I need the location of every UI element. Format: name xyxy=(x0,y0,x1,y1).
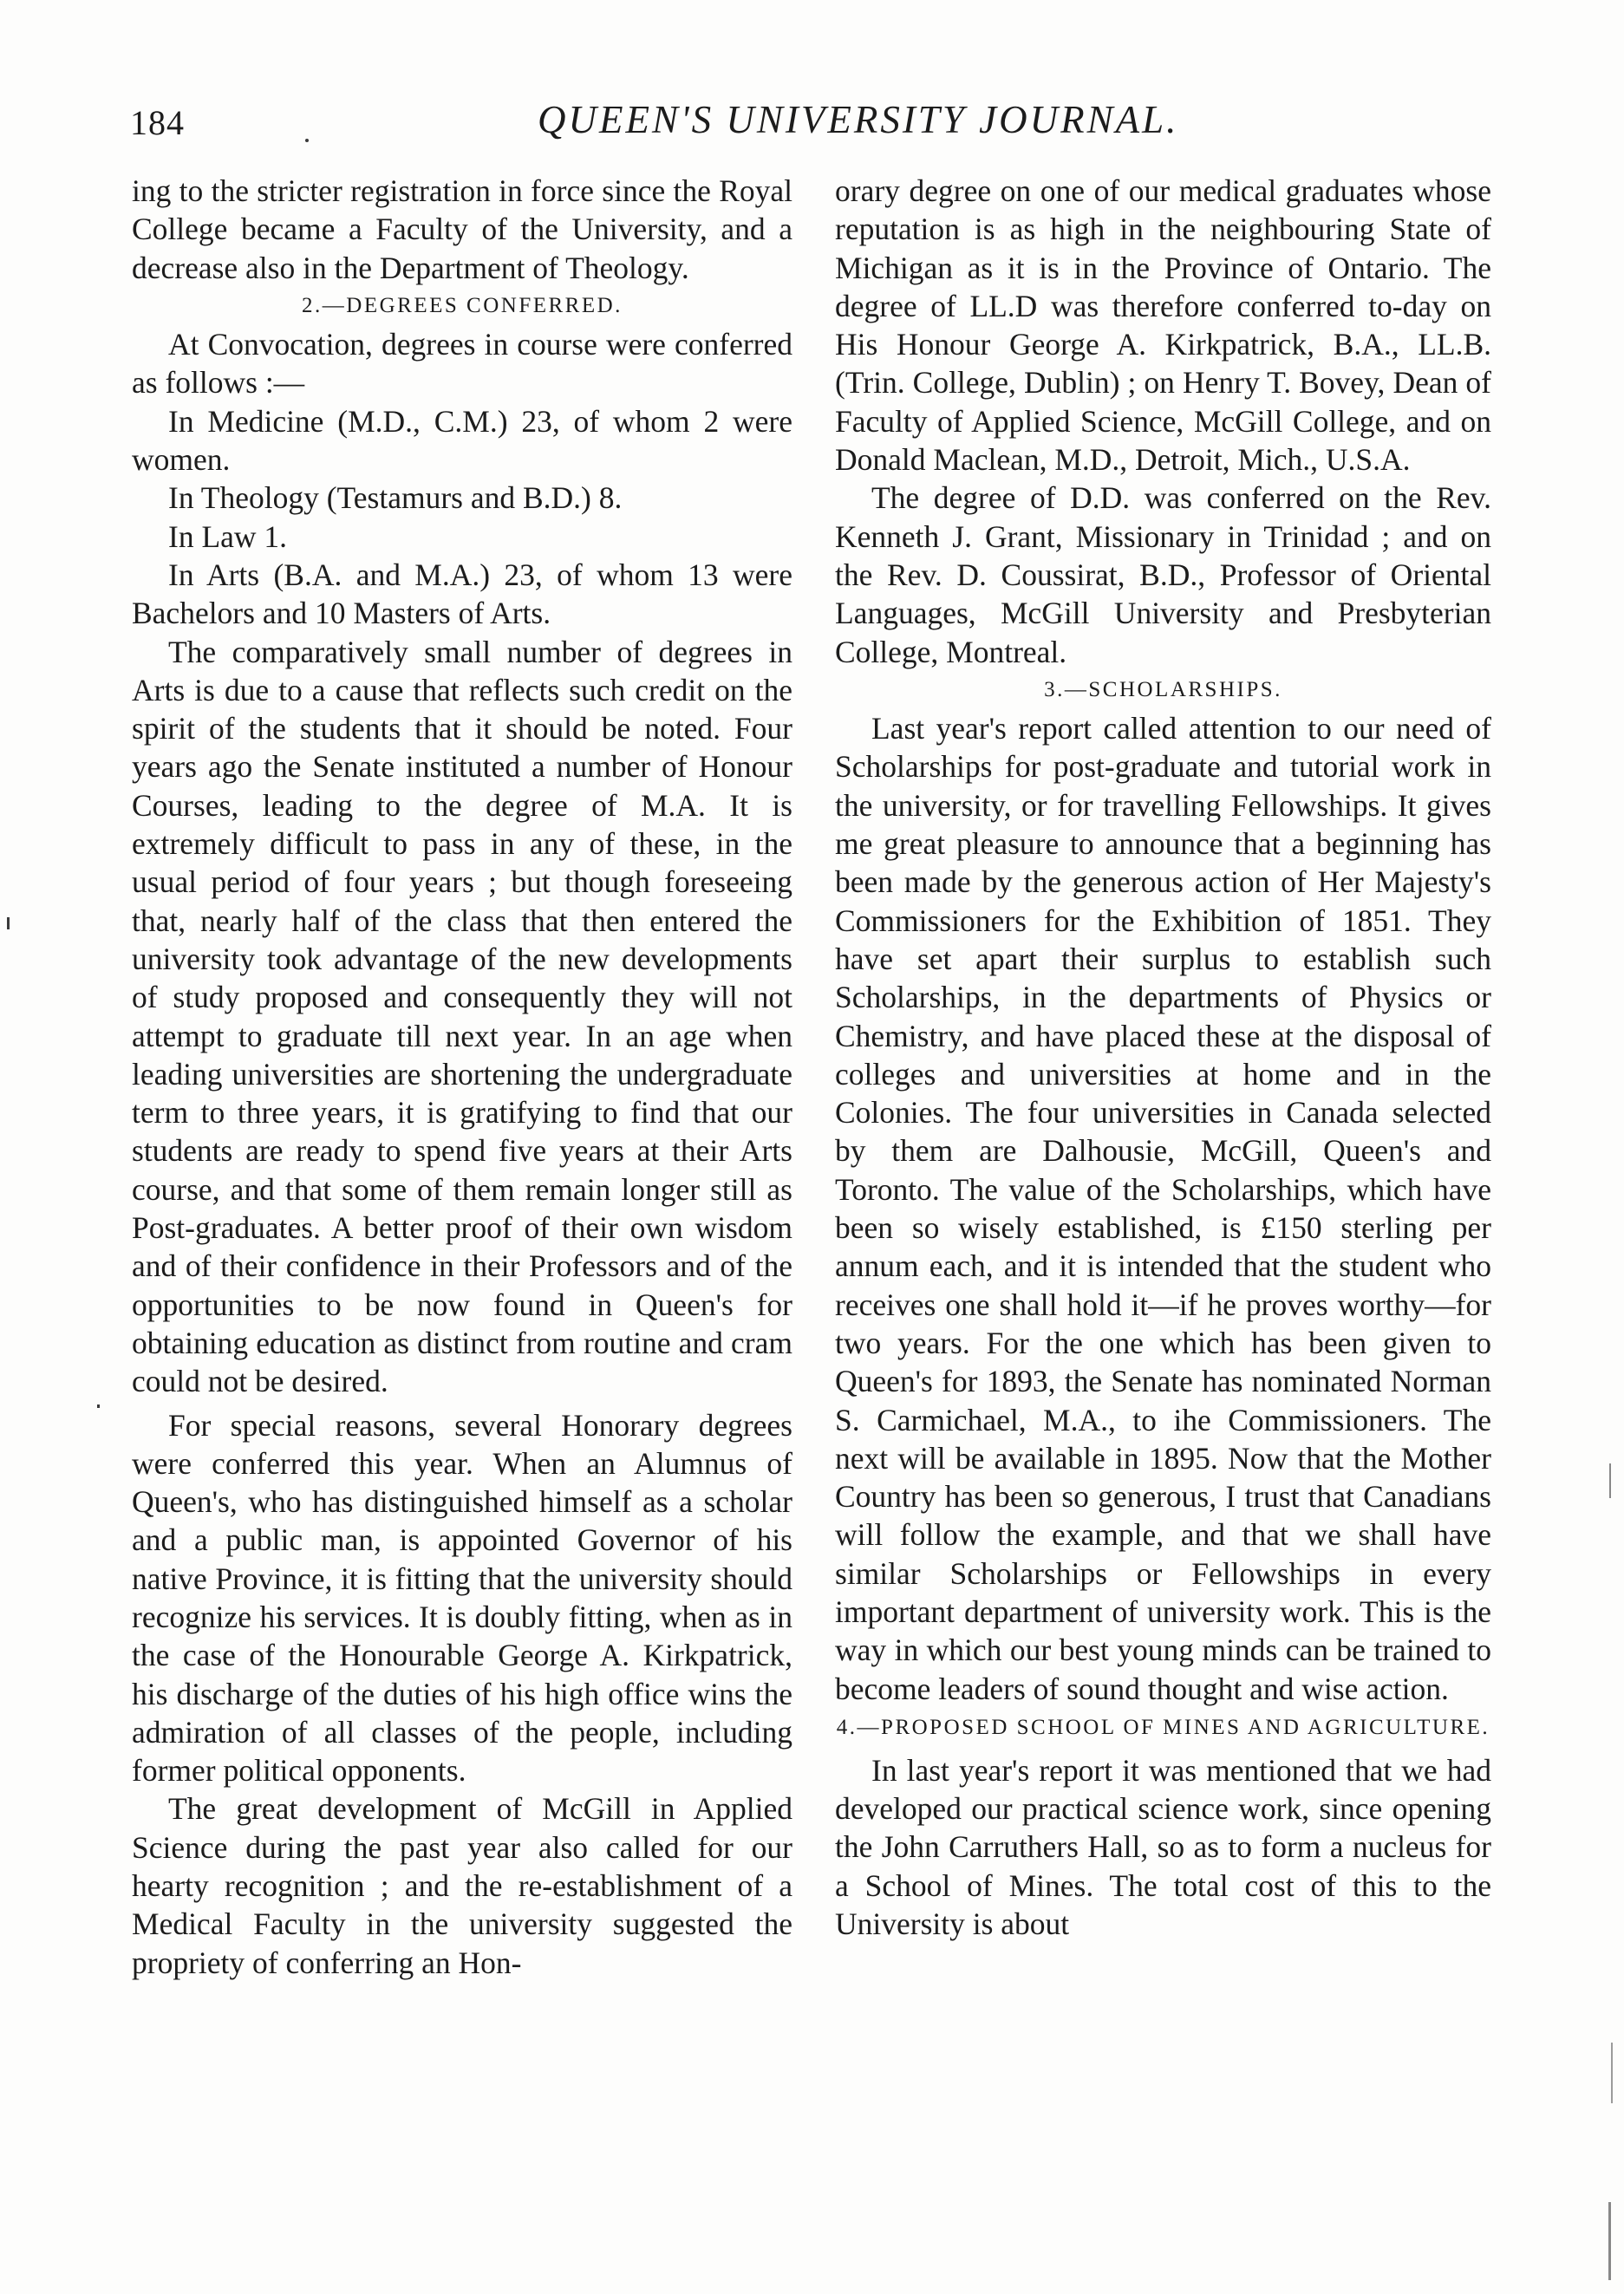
right-column xyxy=(835,172,1491,1943)
paragraph-convocation: At Convocation, degrees in course were conferred as follows :— xyxy=(132,327,792,401)
section-heading-degrees: 2.—DEGREES CONFERRED. xyxy=(302,293,623,317)
paragraph-theology: In Theology (Testamurs and B.D.) 8. xyxy=(168,480,623,516)
paragraph-mcgill: The great development of McGill in Applied Science during the past year also called for our hearty recognition ; and the re-establishment of a Medical Faculty in the university suggested the propriety of conferring an Hon- xyxy=(132,1791,792,1980)
section-heading-scholarships: 3.—SCHOLARSHIPS. xyxy=(1044,677,1282,701)
paragraph-special-reasons: For special reasons, several Honorary degrees were conferred this year. When an Alumnus of Queen's, who has distinguished himself as a scholar and a public man, is appointed Governor of his native Province, it is fitting that the university should recognize his services. It is doubly fitting, when as in the case of the Honourable George A. Kirkpatrick, his discharge of the duties of his high office wins the admiration of all classes of the people, including former political opponents. xyxy=(132,1407,792,1789)
scan-speck xyxy=(7,917,10,929)
continued-paragraph: ing to the stricter registration in force since the Royal College became a Faculty of the University, and a decrease also in the Department of Theology. xyxy=(132,173,792,285)
margin-edge-mark xyxy=(1611,2043,1613,2103)
paragraph-scholarships: Last year's report called attention to our need of Scholarships for post-graduate and tutorial work in the university, or for travelling Fellowships. It gives me great pleasure to announce that a beginning has been made by the generous action of Her Majesty's Commissioners for the Exhibition of 1851. They have set apart their surplus to establish such Scholarships, in the departments of Physics or Chemistry, and have placed these at the disposal of colleges and universities at home and in the Colonies. The four universities in Canada selected by them are Dalhousie, McGill, Queen's and Toronto. The value of the Scholarships, which have been so wisely established, is £150 sterling per annum each, and it is intended that the student who receives one shall hold it—if he proves worthy—for two years. For the one which has been given to Queen's for 1893, the Senate has nominated Norman S. Carmichael, M.A., to ihe Commissioners. The next will be available in 1895. Now that the Mother Country has been so generous, I trust that Canadians will follow the example, and that we shall have similar Scholarships or Fellowships in every important department of university work. This is the way in which our best young minds can be trained to become leaders of sound thought and wise action. xyxy=(835,711,1491,1706)
paragraph-law: In Law 1. xyxy=(168,518,288,554)
continued-paragraph-honorary: orary degree on one of our medical graduates whose reputation is as high in the neighbouring State of Michigan as it is in the Province of Ontario. The degree of LL.D was therefore conferred to-day on His Honour George A. Kirkpatrick, B.A., LL.B. (Trin. College, Dublin) ; on Henry T. Bovey, Dean of Faculty of Applied Science, McGill College, and on Donald Maclean, M.D., Detroit, Mich., U.S.A. xyxy=(835,173,1491,478)
left-column xyxy=(132,172,792,1982)
paragraph-dd: The degree of D.D. was conferred on the Rev. Kenneth J. Grant, Missionary in Trinidad ; and on the Rev. D. Coussirat, B.D., Professor of Oriental Languages, McGill University and Presbyterian College, Montreal. xyxy=(835,480,1491,669)
scan-speck xyxy=(305,139,309,142)
paragraph-medicine: In Medicine (M.D., C.M.) 23, of whom 2 were women. xyxy=(132,403,792,478)
paragraph-arts: In Arts (B.A. and M.A.) 23, of whom 13 were Bachelors and 10 Masters of Arts. xyxy=(132,557,792,631)
paragraph-school-of-mines: In last year's report it was mentioned that we had developed our practical science work, since opening the John Carruthers Hall, so as to form a nucleus for a School of Mines. The total cost of this to the University is about xyxy=(835,1752,1491,1942)
margin-edge-mark xyxy=(1608,2202,1611,2280)
paragraph-small-number: The comparatively small number of degrees in Arts is due to a cause that reflects such credit on the spirit of the students that it should be noted. Four years ago the Senate instituted a number of Honour Courses, leading to the degree of M.A. It is extremely difficult to pass in any of these, in the usual period of four years ; but though foreseeing that, nearly half of the class that then entered the university took advantage of the new developments of study proposed and consequently they will not attempt to graduate till next year. In an age when leading universities are shortening the undergraduate term to three years, it is gratifying to find that our students are ready to spend five years at their Arts course, and that some of them remain longer still as Post-graduates. A better proof of their own wisdom and of their confidence in their Professors and of the opportunities to be now found in Queen's for obtaining education as distinct from routine and cram could not be desired. xyxy=(132,634,792,1399)
margin-edge-mark xyxy=(1609,1463,1611,1498)
scan-speck xyxy=(97,1404,100,1408)
running-head: QUEEN'S UNIVERSITY JOURNAL. xyxy=(538,98,1179,141)
page-number: 184 xyxy=(130,103,185,142)
section-heading-school-of-mines: 4.—PROPOSED SCHOOL OF MINES AND AGRICULTURE. xyxy=(836,1715,1490,1739)
